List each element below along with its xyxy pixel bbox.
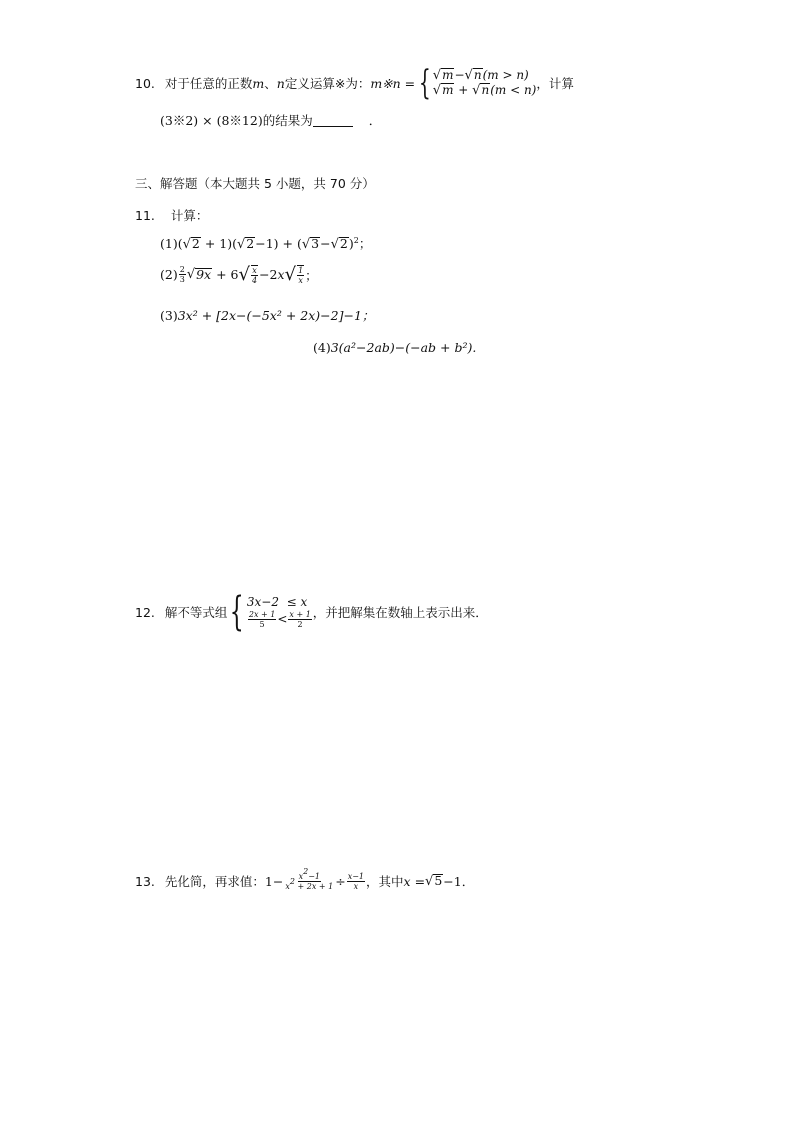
q12-ineq1: 3x−2 ≤ x [246,595,308,609]
q10-lhs: m※n = [370,75,416,91]
q13-label: 先化简，再求值： [164,874,265,889]
q10-expression: (3※2) × (8※12)的结果为 [160,113,313,128]
q12-line [135,590,488,634]
q13-cond: x = [403,873,426,889]
q13-fraction2: $\frac{x-1}{x}$ [347,871,365,891]
q12-label: 解不等式组 [164,605,228,620]
q11-part2: (2) $\frac{2}{3}$ √ 9x + 6 √ $\frac{x}{4}$ −2x √ $\frac{1}{x}$ ； [160,264,318,285]
q13-cond-tail: −1． [443,874,475,889]
q10-brace: { [419,63,431,103]
q13-number: 13. [135,873,155,889]
q11-part3: (3)3x² + [2x−(−5x² + 2x)−2]−1； [160,308,375,323]
q10-var-n: n [276,75,285,91]
q10-sep: 、 [264,76,277,91]
q10-end: ． [368,113,382,128]
q11-header [135,206,208,224]
q12-ineq2: $\frac{2x + 1}{5}$ < $\frac{x + 1}{2}$ [248,610,311,629]
q10-case2: √m + √n(m < n) [432,83,537,98]
q12-system [247,595,313,629]
q13-line: 13. 先化简，再求值： 1− $\frac{x^2-1}{x^2 + 2x + 1}$ ÷ $\frac{x-1}{x}$ ，其中 x = √5 −1． [135,866,475,891]
q12-tail: ，并把解集在数轴上表示出来． [312,605,488,620]
answer-blank[interactable] [313,114,353,127]
q10-intro: 对于任意的正数 [164,76,253,91]
q12-brace: { [230,589,245,635]
q10-var-m: m [252,75,265,91]
section-heading: 三、解答题（本大题共 5 小题，共 70 分） [135,176,375,191]
q11-part4: (4)3(a²−2ab)−(−ab + b²). [313,340,477,355]
q10-line2 [160,111,381,129]
q10-line1 [135,63,574,103]
q10-def-text: 定义运算※为： [284,76,371,91]
q12-number: 12. [135,604,155,620]
q11-label: 计算： [170,208,209,223]
q10-number: 10. [135,75,155,91]
q11-number: 11. [135,208,155,223]
q13-fraction1: $\frac{x^2-1}{x^2 + 2x + 1}$ [285,866,334,891]
q10-case1: √m−√n(m > n) [432,68,529,83]
q10-cases [433,68,537,98]
q13-tail: ，其中 [366,874,404,889]
q11-part1: $(1)(√2 + 1)(√2-1) + (√3-√2)^2$； [160,236,372,252]
q11-part4-expr: 3(a²−2ab)−(−ab + b²). [330,340,477,355]
q11-part3-expr: 3x² + [2x−(−5x² + 2x)−2]−1； [177,308,375,323]
q10-tail: ，计算 [536,76,574,91]
